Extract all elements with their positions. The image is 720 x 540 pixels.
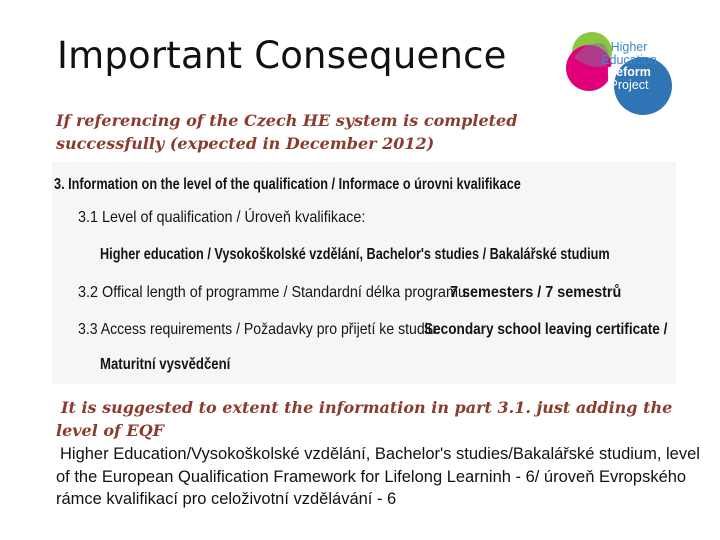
diploma-supplement-scan — [52, 162, 676, 384]
scan-heading: 3. Information on the level of the qualification / Informace o úrovni kvalifikace — [54, 176, 521, 193]
logo-line-4: Project — [609, 77, 649, 92]
logo-line-1: Higher — [610, 40, 648, 54]
scan-item2-label: 3.2 Offical length of programme / Standardní délka programu: — [78, 284, 470, 301]
intro-text: If referencing of the Czech HE system is completed successfully (expected in December 2012) — [56, 111, 518, 153]
slide-title: Important Consequence — [57, 34, 507, 77]
scan-item1-value: Higher education / Vysokoškolské vzdělání, Bachelor's studies / Bakalářské studium — [100, 246, 610, 263]
scan-item3-value-cont: Maturitní vysvědčení — [100, 356, 231, 373]
scan-item1-label: 3.1 Level of qualification / Úroveň kvalifikace: — [78, 209, 366, 226]
scan-item3-label: 3.3 Access requirements / Požadavky pro přijetí ke studiu: — [78, 321, 440, 338]
detail-text-content: Higher Education/Vysokoškolské vzdělání, Bachelor's studies/Bakalářské studium, level of the European Qualification Framework for Lifelong Learninh - 6/ úroveň Evropského rámce kvalifikací pro celoživotní vzdělávání - 6 — [56, 445, 700, 508]
logo-line-3: Reform — [607, 65, 651, 80]
scan-item3-value: Secondary school leaving certificate / — [424, 321, 668, 338]
detail-text — [56, 443, 706, 511]
logo-text — [597, 41, 661, 91]
suggestion-text-content: It is suggested to extent the information in part 3.1. just adding the level of EQF — [56, 398, 673, 440]
scan-item2-value: 7 semesters / 7 semestrů — [450, 284, 622, 301]
suggestion-text — [56, 396, 696, 442]
logo-line-2: Education — [601, 52, 657, 67]
